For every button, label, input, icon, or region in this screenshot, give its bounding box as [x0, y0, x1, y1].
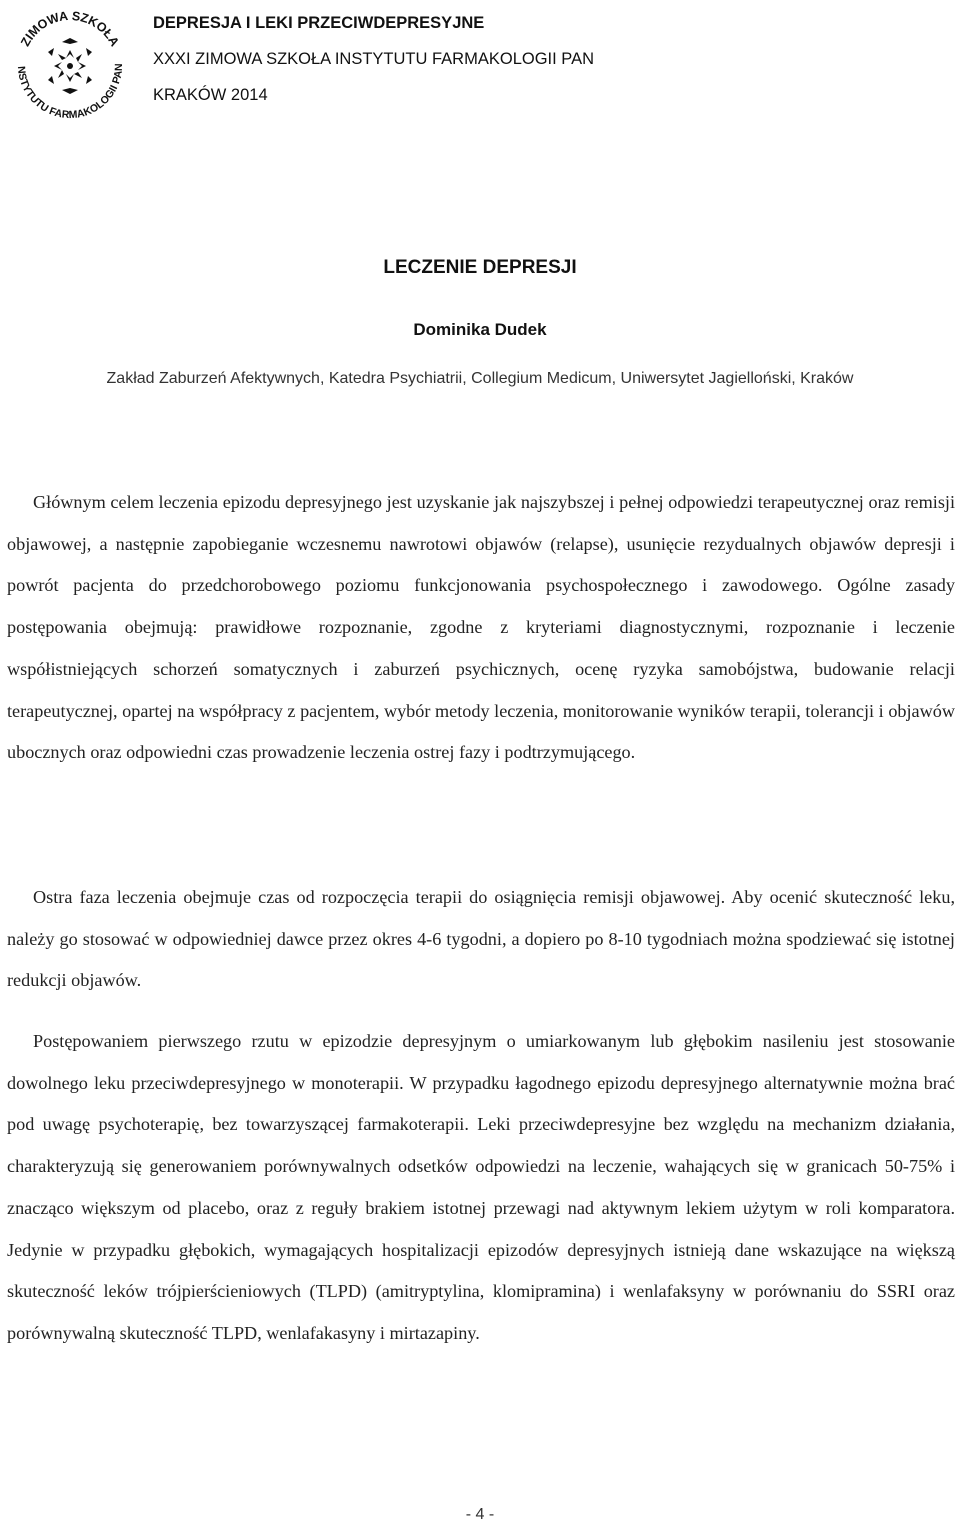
logo-text-bottom: NSTYTUTU FARMAKOLOGII PAN	[14, 63, 126, 122]
header-event-name: XXXI ZIMOWA SZKOŁA INSTYTUTU FARMAKOLOGII PAN	[153, 50, 594, 68]
running-header	[153, 12, 594, 120]
body-paragraph-2	[7, 877, 955, 1002]
paragraph-text: Ostra faza leczenia obejmuje czas od rozpoczęcia terapii do osiągnięcia remisji objawowej. Aby ocenić skuteczność leku, należy go stosować w odpowiedniej dawce przez okres 4-6 tygodni, a dopiero po 8-10 tygodniach można spodziewać się istotnej redukcji objawów.	[7, 887, 955, 991]
header-place-year: KRAKÓW 2014	[153, 86, 268, 104]
logo-text-top: ZIMOWA SZKOŁA	[18, 8, 122, 49]
body-paragraph-3	[7, 1021, 955, 1355]
author-name: Dominika Dudek	[413, 320, 547, 339]
paragraph-text: Postępowaniem pierwszego rzutu w epizodzie depresyjnym o umiarkowanym lub głębokim nasileniu jest stosowanie dowolnego leku przeciwdepresyjnego w monoterapii. W przypadku łagodnego epizodu depresyjnego alternatywnie można brać pod uwagę psychoterapię, bez towarzyszącej farmakoterapii. Leki przeciwdepresyjne bez względu na mechanizm działania, charakteryzują się generowaniem porównywalnych odsetków odpowiedzi na leczenie, wahających się w granicach 50-75% i znacząco większym od placebo, oraz z reguły brakiem istotnej przewagi nad aktywnym lekiem użytym w roli komparatora. Jedynie w przypadku głębokich, wymagających hospitalizacji epizodów depresyjnych istnieją dane wskazujące na większą skuteczność leków trójpierścieniowych (TLPD) (amitryptylina, klomipramina) i wenlafaksyny w porównaniu do SSRI oraz porównywalną skuteczność TLPD, wenlafakasyny i mirtazapiny.	[7, 1031, 955, 1343]
document-title: LECZENIE DEPRESJI	[383, 257, 577, 278]
body-paragraph-1	[7, 482, 955, 774]
paragraph-text: Głównym celem leczenia epizodu depresyjnego jest uzyskanie jak najszybszej i pełnej odpowiedzi terapeutycznej oraz remisji objawowej, a następnie zapobieganie wczesnemu nawrotowi objawów (relapse), usunięcie rezydualnych objawów depresji i powrót pacjenta do przedchorobowego poziomu funkcjonowania psychospołecznego i zawodowego. Ogólne zasady postępowania obejmują: prawidłowe rozpoznanie, zgodne z kryteriami diagnostycznymi, rozpoznanie i leczenie współistniejących schorzeń somatycznych i zaburzeń psychicznych, ocenę ryzyka samobójstwa, budowanie relacji terapeutycznej, opartej na współpracy z pacjentem, wybór metody leczenia, monitorowanie wyników terapii, tolerancji i objawów ubocznych oraz odpowiedni czas prowadzenie leczenia ostrej fazy i podtrzymującego.	[7, 492, 955, 763]
title-block	[0, 253, 960, 391]
page-number: - 4 -	[465, 1506, 495, 1523]
header-series-title: DEPRESJA I LEKI PRZECIWDEPRESYJNE	[153, 14, 485, 32]
author-affiliation: Zakład Zaburzeń Afektywnych, Katedra Psychiatrii, Collegium Medicum, Uniwersytet Jagielloński, Kraków	[106, 370, 854, 387]
institute-seal-icon	[6, 2, 134, 130]
